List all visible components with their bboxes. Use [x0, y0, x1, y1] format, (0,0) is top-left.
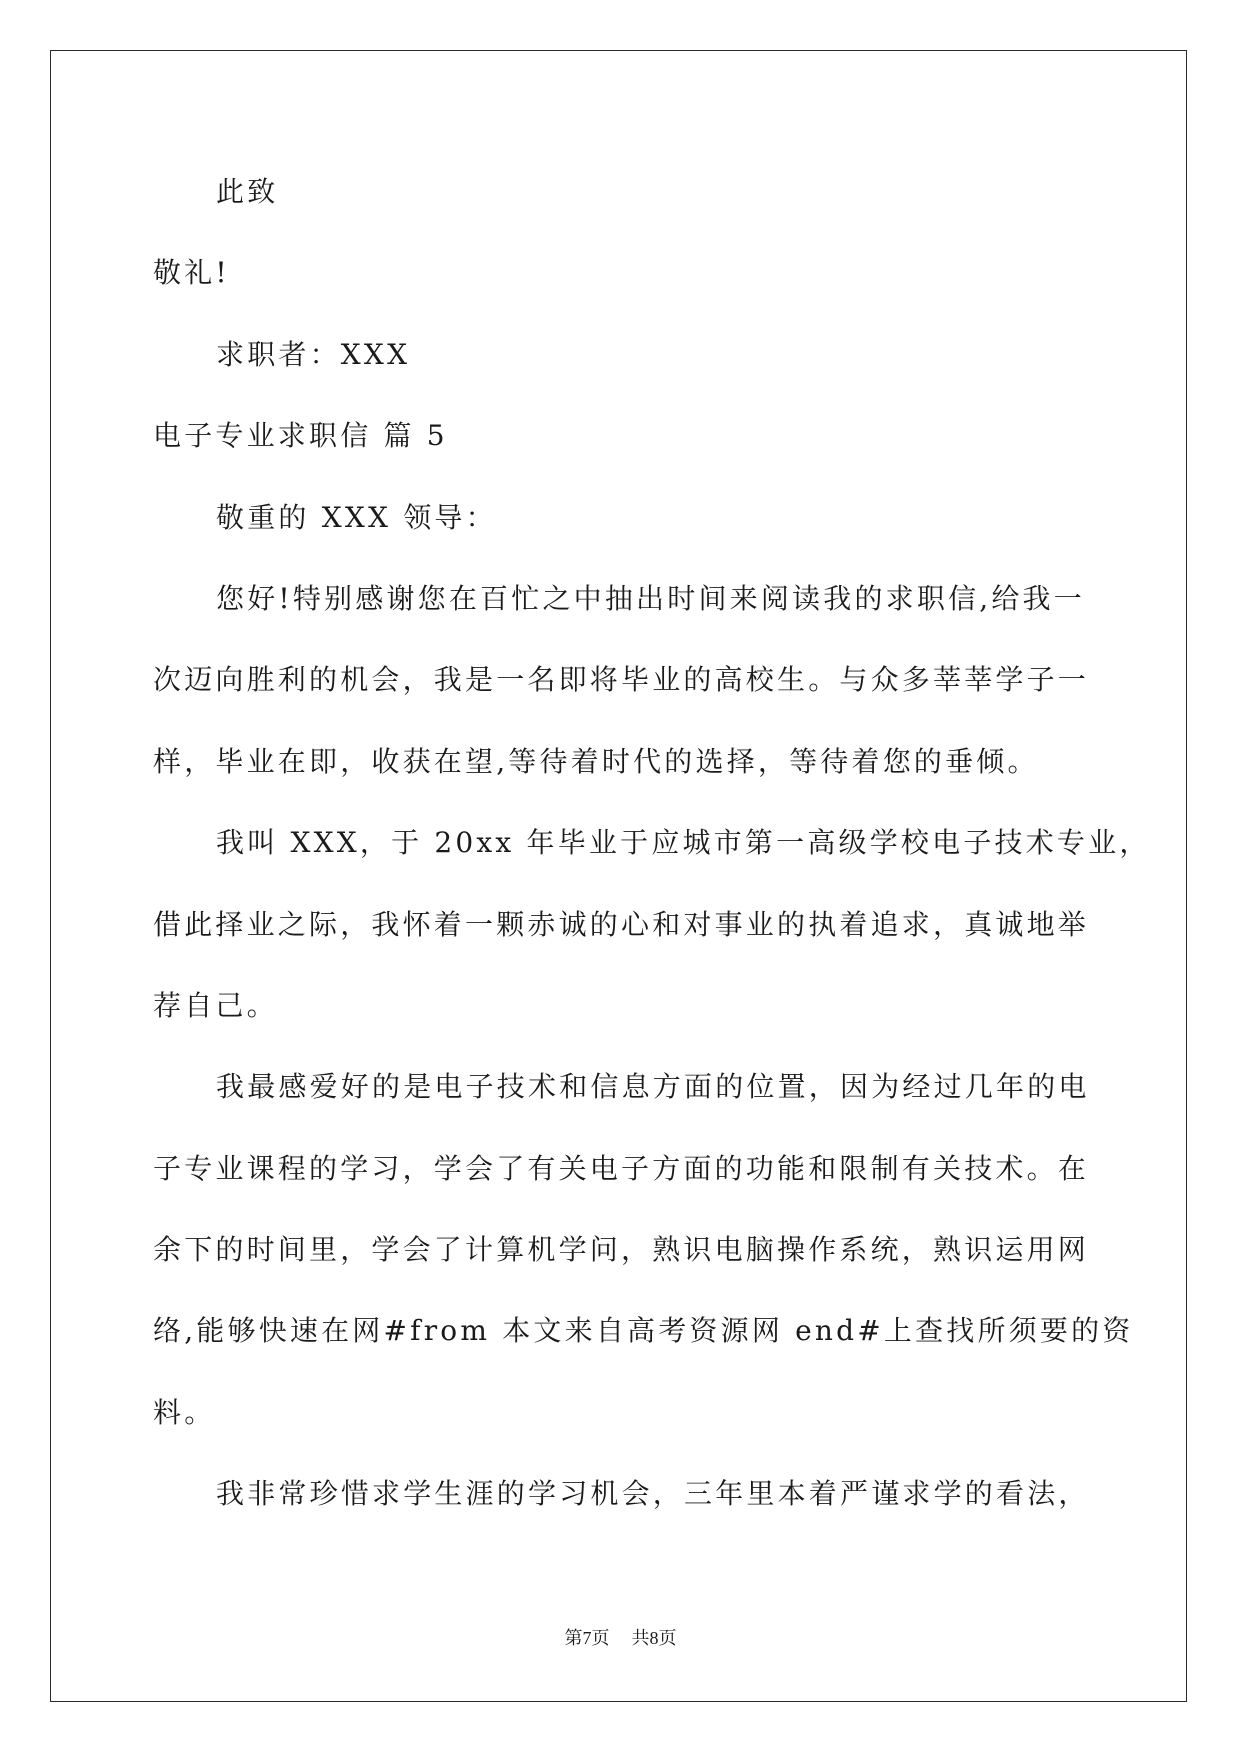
- page-footer: [0, 1627, 1241, 1649]
- paragraph-line: 料。: [153, 1395, 216, 1429]
- paragraph-line: 我叫 XXX，于 20xx 年毕业于应城市第一高级学校电子技术专业，: [216, 826, 1151, 860]
- paragraph-line: 您好!特别感谢您在百忙之中抽出时间来阅读我的求职信,给我一: [216, 581, 1085, 615]
- greeting-line: 敬重的 XXX 领导：: [216, 500, 497, 534]
- closing-line: 此致: [216, 175, 279, 208]
- paragraph-line: 样，毕业在即，收获在望,等待着时代的选择，等待着您的垂倾。: [153, 744, 1039, 778]
- page-total: 共8页: [631, 1628, 677, 1648]
- salutation-line: 敬礼!: [153, 256, 230, 290]
- section-heading: 电子专业求职信 篇 5: [153, 419, 448, 453]
- page-number: 第7页: [564, 1628, 610, 1648]
- paragraph-line: 子专业课程的学习，学会了有关电子方面的功能和限制有关技术。在: [153, 1151, 1090, 1185]
- paragraph-line: 我非常珍惜求学生涯的学习机会，三年里本着严谨求学的看法，: [216, 1477, 1090, 1511]
- paragraph-line: 络,能够快速在网#from 本文来自高考资源网 end#上查找所须要的资: [153, 1314, 1134, 1348]
- paragraph-line: 荐自己。: [153, 988, 278, 1022]
- letter-body: [153, 151, 1151, 1535]
- paragraph-line: 次迈向胜利的机会，我是一名即将毕业的高校生。与众多莘莘学子一: [153, 663, 1090, 697]
- paragraph-line: 我最感爱好的是电子技术和信息方面的位置，因为经过几年的电: [216, 1070, 1090, 1104]
- signature-line: 求职者：XXX: [216, 337, 411, 371]
- paragraph-line: 借此择业之际，我怀着一颗赤诚的心和对事业的执着追求，真诚地举: [153, 907, 1090, 941]
- paragraph-line: 余下的时间里，学会了计算机学问，熟识电脑操作系统，熟识运用网: [153, 1233, 1090, 1267]
